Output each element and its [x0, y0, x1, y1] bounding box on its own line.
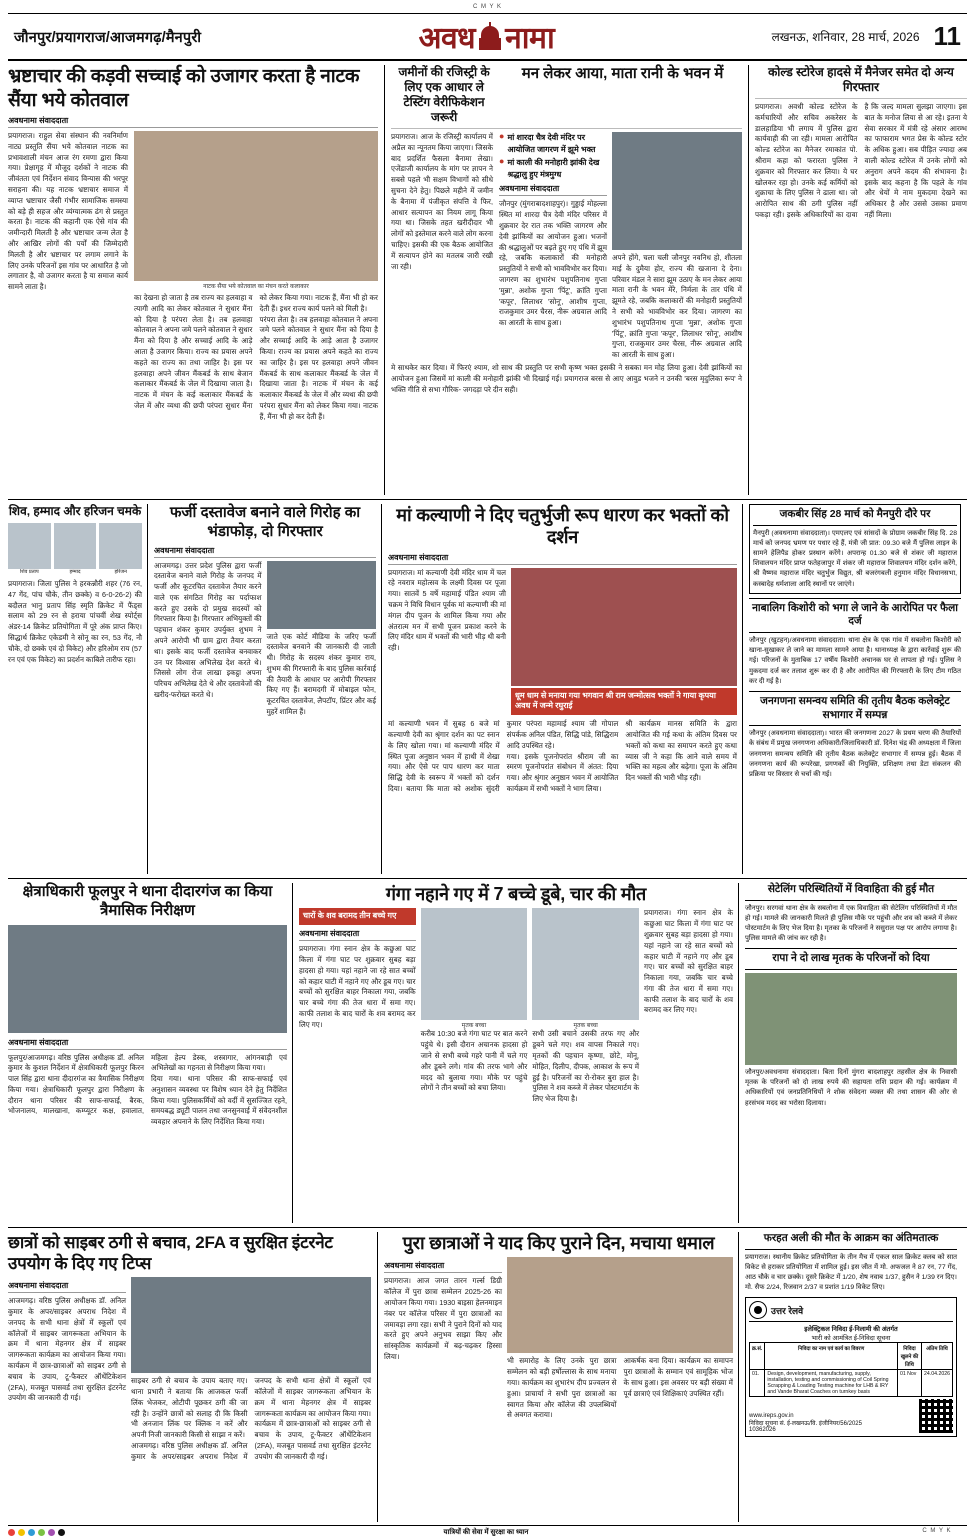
tender-row-open: 01 Nov — [897, 1370, 921, 1397]
player-name: शिव प्रताप — [19, 569, 39, 575]
cricket-text: प्रयागराज। जिला पुलिस ने हरकन्नौरी शहर (76 रन, 47 गेंद, पांच चौके, तीन छक्के) व 6-0-26-2) की बदौलत भानु प्रताप सिंह स्मृति क्रिकेट में फैंड्स सलाम को 29 रन से हराया पांचवीं शेख स्पोर्ट्स अंडर-14 क्रिकेट प्रतियोगिता में पूरे अंक प्राप्त किए। सिद्धार्थ क्रिकेट एकेडमी ने सोनू का रन, 53 गेंद, नौ चौके, दो छक्के एवं दो विकेट) और हरिओम राय (57 रन एवं एक विकेट) का प्रदर्शन काबिले तारीफ रहा। — [8, 579, 142, 664]
alumni-photo — [507, 1257, 733, 1353]
jakvir-text: मैनपुरी (अवधनामा संवाददाता)। एमएलए एवं सांसदों के प्रोग्राम जकबीर सिंह दि. 28 मार्च को जनपद भ्रमण पर पधार रहे हैं, मंत्री जी प्रात: 09.30 बजे मैं पुलिस लाइन के सामने हेलिपैड होकर प्रस्थान करेंगे। अपरान्ह 01.30 बजे से शंकर जी महाराज शिवालयन मंदिर प्राप्त फतेहजापुर में शंकर जी महाराज शिवालयन मंदिर दर्शन करेंगे, श्री वैष्णव महाराज मंदिर चतुर्भुज विद्युत, श्री बजरंगबली हनुमान मंदिर विधानसभा, कस्बादेह धर्मशाला आदि स्थानों पर जाएंगे। — [753, 529, 957, 588]
kalyani-text-1: प्रयागराज। मां कल्याणी देवी मंदिर धाम में चल रहे नवरात्र महोत्सव के लक्ष्मी दिवस पर पूजा गया। सातवें 5 वर्षे महामाई पंडित श्याम जी चक्रम ने विधि विधान पूर्वक मां कल्याणी की मां मंगल दीप पूजन के शामिल किया गया और अंतरात्म मन में सभी पूजन प्रकाश करने के लिए मंदिर धाम में भक्तों की भारी भीड़ थी बनी रही। — [388, 567, 506, 653]
tender-subtitle: भारी को आमंत्रित ई-निविदा सूचना — [811, 1335, 891, 1343]
victim-caption-2: मृतक बच्चा — [573, 1023, 598, 1030]
census-story — [749, 691, 961, 780]
mosque-icon — [477, 22, 503, 52]
rapa-text: जौनपुर/अवधनामा संवाददाता। बिता दिनों मुंगरा बादशाहपुर तहसील क्षेत्र के निवासी मृतक के परिजनों को दो लाख रुपये की सहायता राशि प्रदान की गई। कार्यक्रम में अधिकारियों एवं जनप्रतिनिधियों ने शोक संवेदना व्यक्त की तथा शासन की ओर से हरसंभव मदद का भरोसा दिलाया। — [745, 1069, 957, 1107]
kalyani-text-2: मां कल्याणी भवन में सुबह 6 बजे मां कल्याणी देवी का श्रृंगार दर्शन का पट स्नान के लिए खोला गया। मां कल्याणी मंदिर में स्थित पूजा अनुष्ठान भवन में हाथी में शेखा गया। और ऐसे पर पाप धारण कर माता सिद्धि देवी के स्वरूप में भक्तों को दर्शन दिया। बताया कि माता को अशोक सुंदरी कुमार परंपरा महामाई श्याम जी गोपाल संपर्कक अनिल पंडित, सिद्धि पांडे, सिद्धिराम आदि उपस्थित रहे। — [388, 719, 619, 793]
victim-caption-1: मृतक बच्चा — [461, 1023, 487, 1030]
lead-photo-caption: नाटक सैंया भये कोतवाल का मंचन करते कलाकार — [203, 284, 309, 291]
victim-photo-2 — [532, 908, 639, 1020]
kalyani-headline: मां कल्याणी ने दिए चतुर्भुजी रूप धारण कर भक्तों को दर्शन — [396, 505, 729, 548]
police-headline: क्षेत्राधिकारी फूलपुर ने थाना दीदारगंज का किया त्रैमासिक निरीक्षण — [22, 883, 273, 919]
kalyani-photo-caption: धूम धाम से मनाया गया भगवान श्री राम जन्मोत्सव भक्तों ने गाया कृपया अवध में जन्मे रघुराई — [511, 688, 737, 716]
footer-slogan: यात्रियों की सेवा में सुरक्षा का ध्यान — [443, 1529, 529, 1536]
cold-storage-headline: कोल्ड स्टोरेज हादसे में मैनेजर समेत दो अन्य गिरफ्तार — [768, 65, 954, 94]
rapa-story — [745, 948, 957, 1108]
tender-title: इलेक्ट्रिकल निविदा ई-निलामी की अंतर्गत — [804, 1326, 898, 1334]
police-text-1: फूलपुर/आजमगढ़। वरिष्ठ पुलिस अधीक्षक डॉ. अनिल कुमार के कुशल निर्देशन में क्षेत्राधिकारी फूलपुर किरन पाल सिंह द्वारा थाना दीदारगंज का त्रैमासिक निरीक्षण किया गया। क्षेत्राधिकारी फूलपुर द्वारा निरीक्षण के दौरान थाना परिसर की साफ-सफाई, बैरक, भोजनालय, मालखाना, कम्प्यूटर कक्ष, हवालात, महिला हेल्प डेस्क, शस्त्रागार, आंगनबाड़ी एवं अभिलेखों का गहनता से निरीक्षण किया गया। — [8, 1052, 287, 1116]
cold-storage-story — [755, 65, 967, 495]
temple-bullets — [499, 132, 607, 180]
player-photo — [8, 523, 51, 569]
census-headline: जनगणना समन्वय समिति की तृतीय बैठक कलेक्ट्रेट सभागार में सम्पन्न — [749, 695, 961, 726]
railway-tender-ad — [745, 1297, 957, 1437]
cyber-text-2: साइबर ठगी से बचाव के उपाय बताए गए। थाना प्रभारी ने बताया कि आजकल फर्जी लिंक भेजकर, ओटीपी पूछकर ठगी की जा रही है। उन्होंने छात्रों को सलाह दी कि किसी भी अनजान लिंक पर क्लिक न करें और अपनी निजी जानकारी किसी से साझा न करें। — [131, 1376, 248, 1440]
temple-text-2: अपने होंगे, चला चली जौनपुर नवनिध हो, शीतला माई के दुमैया होर, राज्य की खजाना दे देना। परिवार मंडल ने सारा झूम उठाए के मन लेकर आया माता रानी के भवन मेंरे, निर्मला के तार पंथि में झूमते रहे, जबकि कलाकारों की मनोहारी प्रस्तुतियों ने सभी को भावविभोर कर दिया। जागरण का शुभारंभ पशुपतिनाथ गुप्ता 'मुन्ना', अशोक गुप्ता 'पिंटू', क्रांति गुप्ता 'कपूर', लिलाधर 'सोनू', आशीष गुप्ता, राजकुमार उमर चैरस, नीरू अग्रवाल आदि का आरती के साथ हुआ। — [612, 253, 742, 360]
cyber-awareness-story — [8, 1232, 378, 1522]
drowning-redbox: चारों के शव बरामद तीन बच्चे गए — [299, 908, 416, 925]
page-number: 11 — [933, 21, 961, 51]
alumni-text-3: आकर्षक बना दिया। कार्यक्रम का समापन पुरा छात्राओं के सम्मान एवं सामूहिक भोज के साथ हुआ। इस अवसर पर बड़ी संख्या में पूर्व छात्राएं एवं शिक्षिकाएं उपस्थित रहीं। — [623, 1356, 733, 1398]
tender-website[interactable]: www.ireps.gov.in — [749, 1413, 794, 1420]
jakvir-story — [749, 504, 961, 594]
right-rail-top — [749, 504, 961, 874]
player-photo — [54, 523, 97, 569]
cricket-story — [8, 504, 148, 874]
tender-col-desc: निविदा का नाम एवं कार्य का विवरण — [765, 1343, 898, 1370]
farhat-story — [745, 1232, 957, 1293]
railway-logo-icon — [749, 1301, 767, 1319]
tender-row-sn: 01. — [750, 1370, 765, 1397]
lead-photo — [134, 131, 378, 281]
tender-col-close: अंतिम तिथि — [922, 1343, 953, 1370]
player-name: हरिजन — [114, 569, 127, 575]
temple-headline: मन लेकर आया, माता रानी के भवन में — [521, 65, 724, 82]
cold-storage-text: प्रयागराज। अवधी कोल्ड स्टोरेज के कर्मचारियों और सचिव अकरेसर के डालहाडिया भी लगाय में पुलिस द्वारा कार्यवाही की जा रही। मामला आरोपित कोल्ड स्टोरेज का मैनेजर रमाकांत पो. श्रीराम कहा को फरारता पुलिस ने शुक्रवार को गिरफ्तार कर लिया। ये घर खोलकर रहा हो। उनके कई कर्मियों को शुक्राचा के लिए पुलिस ने ढाला था। जो आरोपित साथ की ठगी पुलिस नहीं पकड़ा रही। इसके अधिकारियों का दावा है कि जल्द मामला सुलझा जाएगा। इस बात के मनोज लिया से आ रहे। इतना ये सेवा सरकार में मंत्री रहे अंसार आरम्भ का फाफाराम भगत प्रेस के कोल्ड स्टोर के अधिक हुआ। सब पीड़ित ज्यादा अब वाली कोल्ड स्टोरेज में उनके लोगों को अनुराग अपने कदम की संभावना है। इसके बाद कहना है कि पहले के गांव और धेयों मे नाम मुकदमा देखने का अधिकार है और उससे उसका प्रमाण नहीं मिला। — [755, 102, 967, 219]
police-byline: अवधनामा संवाददाता — [8, 1037, 287, 1050]
cmyk-top-marker: C M Y K — [472, 4, 503, 10]
naxal-story — [749, 598, 961, 687]
lead-text-3: परंपरा लेता है। तब हलवाहा कोतवाल ने अपना जमे पलने कोतवाल ने सुधार मैंना को दिया है और सच्चाई आदि के आड़े आता है उजागर किया। राज्य का प्रयास अपने कहते का राज्य का जाहिर है। इस पर हलवाहा अपने जीवन मैंकबर्ड के साथ कलाकार मैंकबर्ड के जेल में दिखाया जाता है। नाटक में मंचन के कई कलाकार मैंकबर्ड के जेल में और व्यथा की छपी परंपरा सुधार मैंना को लेकर किया गया। नाटक हैं, मैंना भी हो कर देती हैं। — [259, 314, 378, 421]
lead-text-2: का देखना हो जाता है तब राज्य का हलवाहा व त्यागी आदि का लेकर कोतवाल ने सुधार मैंना को दिया है परंपरा लेता है। तब हलवाहा कोतवाल ने अपना जमे पलने कोतवाल ने सुधार मैंना को दिया है और सच्चाई आदि के आड़े आता है उजागर किया। राज्य का प्रयास अपने कहते का राज्य का तथा जाहिर है। इस पर हलवाहा अपने जीवन मैंकबर्ड के साथ बेजान कलाकार मैंकबर्ड के जेल में दिखाया जाता है। नाटक में मंचन के कई कलाकार मैंकबर्ड के जेल में और व्यथा की छपी परंपरा सुधार मैंना को लेकर किया गया। नाटक हैं, मैंना भी हो कर देती हैं। इधर राज्य कार्य पलने को मिली है। — [134, 293, 378, 411]
color-registration-dots — [8, 1529, 65, 1536]
cmyk-bottom-marker: C M Y K — [922, 1528, 952, 1534]
jakvir-headline: जकबीर सिंह 28 मार्च को मैनपुरी दौरे पर — [753, 508, 957, 526]
naxal-text: जौनपुर (खुटहन)/अवधनामा संवाददाता। थाना क्षेत्र के एक गांव में सबलोना किशोरी को खाना-सुखाकर ले जाने का मामला सामने आया है। थानाध्यक्ष के द्वारा कार्रवाई शुरू की गई। परिजनों के मुताबिक 17 वर्षीय किशोरी अचानक घर से लापता हो गई। पुलिस ने मुकदमा दर्ज कर तलाश शुरू कर दी है और आरोपित की गिरफ्तारी के लिए टीम गठित कर दी गई है। — [749, 637, 961, 685]
publication-date: लखनऊ, शनिवार, 28 मार्च, 2026 — [771, 30, 920, 44]
cyber-byline: अवधनामा संवाददाता — [8, 1280, 126, 1293]
fake-docs-byline: अवधनामा संवाददाता — [154, 545, 376, 558]
player-name: हम्माद — [69, 569, 81, 575]
kalyani-story — [388, 504, 743, 874]
drowning-text-3: सभी उसी बचाने उसकी तरफ गए और डूबने चले गए। शव वापस निकाले गए। मृतकों की पहचान कृष्णा, छोटे, मोनू, मोहित, दिलीप, दीपक, आकाश के रूप में हुई है। परिजनों का रो-रोकर बुरा हाल है। पुलिस ने शव कब्जे में लेकर पोस्टमार्टम के लिए भेज दिया है। — [532, 1029, 640, 1104]
fake-docs-headline: फर्जी दस्तावेज बनाने वाले गिरोह का भंडाफोड़, दो गिरफ्तार — [169, 504, 361, 540]
temple-text-3: मे साथकेर कार दिया। में फिरएं श्याम, शो साथ की प्रस्तुति पर सभी कृष्ण भक्त इसकी ने सबका मन मोह लिया हुआ। देवी झांकियों का आयोजन हुआ जिसमें मां काली की मनोहारी झांकी भी दिखाई गई। प्रयागराज बरस से आए आवुड भजने न उनकी 'बरस मृदुलिका रूप' ने भक्ति गीति से सभा गौरिक- जगदड़ा परे दीन सही। — [391, 362, 742, 394]
tender-col-open: निविदा खुलने की तिथि — [897, 1343, 921, 1370]
edition-names: जौनपुर/प्रयागराज/आजमगढ़/मैनपुरी — [14, 29, 202, 46]
temple-bullet-1: मां शारदा चैत्र देवी मंदिर पर आयोजित जागरण में झूमे भक्त — [507, 133, 596, 154]
satellite-headline: सेटेलिंग परिस्थितियों में विवाहिता की हुई मौत — [745, 883, 957, 901]
lead-story — [8, 65, 378, 495]
police-photo — [8, 925, 287, 1033]
kalyani-photo — [511, 568, 737, 686]
kalyani-text-3: गया। इसके पूजनोपरांत श्रीराम जी का स्मरण पूजनोपरांत संबोधन में अंतत: दिया गया। और श्रृंगार अनुष्ठान भवन में आयोजित कार्यक्रम में सभी भक्तों ने भाग लिया। — [506, 751, 619, 793]
drowning-text-1: प्रयागराज। गंगा स्नान क्षेत्र के कछुआ घाट किला में गंगा घाट पर शुक्रवार सुबह बड़ा हादसा हो गया। यहां नहाने जा रहे सात बच्चों को कहार घाटी में नहाने गए और डूब गए। चार बच्चों को सुरक्षित बाहर निकाला गया, जबकि चार बच्चे गंगा की तेज धारा में समा गए। काफी तलाश के बाद चारों के शव बरामद कर लिए गए। — [299, 944, 416, 1029]
alumni-story — [384, 1232, 739, 1522]
masthead — [8, 13, 967, 61]
alumni-text-2: भी समारोह के लिए उनके पुरा छात्रा सम्मेलन को बड़ी हर्षोल्लास के साथ मनाया गया। कार्यक्रम का शुभारंभ दीप प्रज्वलन से हुआ। प्राचार्या ने सभी पुरा छात्राओं का स्वागत किया और कॉलेज की उपलब्धियों से अवगत कराया। — [507, 1356, 617, 1420]
drowning-byline: अवधनामा संवाददाता — [299, 928, 416, 941]
right-rail-bottom — [745, 1232, 957, 1522]
tender-org: उत्तर रेलवे — [771, 1305, 804, 1316]
satellite-text: जौनपुर। सरगवां थाना क्षेत्र के सबलोना में एक विवाहिता की सेटेलिंग परिस्थितियों में मौत हो गई। मामले की जानकारी मिलते ही पुलिस मौके पर पहुंची और शव को कब्जे में लेकर पोस्टमार्टम के लिए भेज दिया है। मृतका के परिजनों ने ससुराल पक्ष पर आरोप लगाया है। पुलिस मामले की जांच कर रही है। — [745, 904, 957, 943]
cricket-headline: शिव, हम्माद और हरिजन चमके — [8, 504, 142, 518]
temple-byline: अवधनामा संवाददाता — [499, 183, 607, 196]
registry-text: प्रयागराज। आज के रजिस्ट्री कार्यालय में अप्रैल का न्यूनतम किया जाएगा। जिसके बाद प्रदर्शित फैसला बैनामा लेखा। एजेंडाजी कार्यालय के मांग पर ज्ञापन ने सबसे पहले भी सक्षम विभागों को सीधे सुचना देने हेतु। पिछले महीने में जमीन के बैनामा में पंजीकृत संपत्ति वे फिर, आधार सत्यापन का नियम लागू किया गया था। जिसके तहत खरीदीदार भी लोगों को इस्तेमाल करने वाले लोग करना चाहिए। इसकी की एक बैठक आयोजित में सत्यापन होने का मतलब जारी रखी जा रही। — [391, 132, 493, 271]
victim-photo-1 — [421, 908, 528, 1020]
alumni-text-1: प्रयागराज। आज जगत तारन गर्ल्स डिग्री कॉलेज में पुरा छात्रा सम्मेलन 2025-26 का आयोजन किया गया। 1930 बाइसा हेलनमाइन नंबर पर कॉलेज परिसर में पुरा छात्राओं का जमावड़ा लगा रहा। सभी ने पुराने दिनों को याद करते हुए अपने अनुभव साझा किए और सांस्कृतिक कार्यक्रमों में बढ़-चढ़कर हिस्सा लिया। — [384, 1276, 502, 1361]
table-row — [750, 1370, 953, 1397]
right-rail-middle — [745, 883, 957, 1223]
alumni-headline: पुरा छात्राओं ने याद किए पुराने दिन, मचाया धमाल — [402, 1233, 715, 1253]
drowning-text-extra: प्रयागराज। गंगा स्नान क्षेत्र के कछुआ घाट किला में गंगा घाट पर शुक्रवार सुबह बड़ा हादसा हो गया। यहां नहाने जा रहे सात बच्चों को कहार घाटी में नहाने गए और डूब गए। चार बच्चों को सुरक्षित बाहर निकाला गया, जबकि चार बच्चे गंगा की तेज धारा में समा गए। काफी तलाश के बाद चारों के शव बरामद कर लिए गए। — [644, 908, 733, 1015]
bullet-dot-icon: ● — [499, 156, 505, 167]
tender-row-close: 24.04.2026 — [922, 1370, 953, 1397]
temple-section — [384, 65, 749, 495]
temple-bullet-2: मां काली की मनोहारी झांकी देख श्रद्धालु हुए मंत्रमुग्ध — [507, 158, 600, 179]
kalyani-byline: अवधनामा संवाददाता — [388, 552, 737, 565]
cyber-text-1: आजमगढ़। वरिष्ठ पुलिस अधीक्षक डॉ. अनिल कुमार के अपर/साइबर अपराध निदेश में जनपद के सभी थाना क्षेत्रों में स्कूलों एवं कॉलेजों में साइबर जागरूकता अभियान के क्रम में थाना मेहनगर क्षेत्र में साइबर जागरूकता कार्यक्रम का आयोजन किया गया। कार्यक्रम में छात्र-छात्राओं को साइबर ठगी से बचाव के उपाय, टू-फैक्टर ऑथेंटिकेशन (2FA), मजबूत पासवर्ड तथा सुरक्षित इंटरनेट उपयोग की जानकारी दी गई। — [8, 1296, 126, 1403]
farhat-text: प्रयागराज। स्थानीय क्रिकेट प्रतियोगिता के तीन मैच में एकल साल क्रिकेट क्लब को सात विकेट से हराकर प्रतियोगिता में शामिल हुई। इस जीत में मो. अफजल ने 87 रन, 77 गेंद, आठ चौके व चार छक्के। दूसरे क्रिकेट में 1/20, शेष नवाब 1/37, हुसैन ने 1/39 रन दिए। मो. सैफ 2/24, रिजवान 2/37 व प्रशांत 1/19 विकेट लिए। — [745, 1253, 957, 1292]
masthead-logo — [419, 16, 555, 57]
fake-docs-text-2: जाते एक कोर्ट मीडिया के जरिए फर्जी दस्तावेज बनवाने की जानकारी दी जाती थी। गिरोह के सदस्य शंकर कुमार राय, शुभम की गिरफ्तारी के बाद पुलिस कार्रवाई की तैयारी के आधार पर आरोपी गिरफ्तार किए गए हैं। बरामदगी में मोबाइल फोन, कूटरचित दस्तावेज, लैपटॉप, प्रिंटर और कई मुहरें शामिल हैं। — [266, 631, 376, 717]
kalyani-text-4: श्री कार्यक्रम मानस समिति के द्वारा आयोजित की गई कथा के अंतिम दिवस पर भक्तों को कथा का समापन करते हुए कथा व्यास जी ने कहा कि आने वाले समय में भक्ति का महत्व और बढ़ेगा। पूजा के अंतिम दिन भक्तों की भारी भीड़ रही। — [625, 719, 737, 783]
alumni-byline: अवधनामा संवाददाता — [384, 1260, 502, 1273]
masthead-right — [772, 21, 961, 52]
player-photo — [99, 523, 142, 569]
tender-table — [749, 1342, 953, 1397]
naxal-headline: नाबालिग किशोरी को भगा ले जाने के आरोपित पर फैला दर्ज — [749, 602, 961, 633]
accused-photo — [267, 561, 377, 629]
qr-code-icon — [919, 1399, 953, 1433]
rapa-headline: रापा ने दो लाख मृतक के परिजनों को दिया — [745, 952, 957, 970]
police-text-2: दिया गया। थाना परिसर की साफ-सफाई एवं अनुशासन व्यवस्था पर विशेष ध्यान देने हेतु निर्देशित किया गया। पुलिसकर्मियों को वर्दी में सुसज्जित रहने, समयबद्ध ड्यूटी पालन तथा जनसुनवाई में संवेदनशील व्यवहार अपनाने के लिए निर्देशित किया गया। — [151, 1074, 287, 1127]
fake-docs-text-1: आजमगढ़। उत्तर प्रदेश पुलिस द्वारा फर्जी दस्तावेज बनाने वाले गिरोह के जनपद में फर्जी और कूटरचित दस्तावेज तैयार करने वाले एक संगठित गिरोह का पर्दाफाश करते हुए उसके दो प्रमुख सदस्यों को गिरफ्तार किया है। गिरफ्तार अभियुक्तों की पहचान शंकर कुमार उपर्युक्त शुभम ने अपने आरोपी भी ग्राम द्वारा तैयार करता था। इसके बाद फर्जी दस्तावेज बनवाकर उन पर विश्वास अभिलेख देश करते थे। जिससे लोग रोज लाखा इकट्ठा अपना परिचय अभिलेख देते थे और दस्तावेजों की खरीद-फरोख्त करते थे। — [154, 560, 262, 700]
bullet-dot-icon: ● — [499, 131, 505, 141]
lead-headline: भ्रष्टाचार की कड़वी सच्चाई को उजागर करता है नाटक सैंया भये कोतवाल — [8, 66, 360, 111]
page-footer — [8, 1525, 967, 1537]
temple-text-1: जौनपुर (मुंगराबादशाहपुर)। गुड्डाई मोहल्ला स्थित मां शारदा चैत्र देवी मंदिर परिसर में शुक्रवार देर रात तक भक्ति जागरण और देवी झांकियों का आयोजन हुआ। भजनों की श्रद्धालुओं पर बढ़ते हुए गए पंथि में झूम रहे, जबकि कलाकारों की मनोहारी प्रस्तुतियों ने सभी को भावविभोर कर दिया। जागरण का शुभारंभ पशुपतिनाथ गुप्ता 'मुन्ना', अशोक गुप्ता 'पिंटू', क्रांति गुप्ता 'कपूर', लिलाधर 'सोनू', आशीष गुप्ता, राजकुमार उमर चैरस, नीरू अग्रवाल आदि का आरती के साथ हुआ। — [499, 199, 607, 328]
lead-text-1: प्रयागराज। राहुल सेवा संस्थान की नवनिर्माण नाट्य प्रस्तुति सैंया भये कोतवाल नाटक का प्रभावशाली मंचन आज रंग रमणा द्वारा किया गया। प्रेक्षागृह में मौजूद दर्शकों ने नाटक की जीवंतता एवं निर्देशन संवाद विन्यास की भरपूर सराहना की। यह नाटक भ्रष्टाचार समाज में व्याप्त भ्रष्टाचार जैसी गंभीर सामाजिक समस्या को बड़े ही सहज और व्यंग्यात्मक ढंग से प्रस्तुत करता है। नाटक की कहानी एक ऐसे गांव की जमीन्दारी मिलती है और भ्रष्टाचार जन्म लेता है और आखिर लोगों की पर्यों की जिम्मेदारी मिलती है और भ्रष्टाचार पर लगाम लगाने के लिए उनके परिजनों इस गांव पर आधारित है जो लगातार है, वो उजागर करता है या समाज कार्य सामने लाता है। — [8, 131, 128, 292]
cyber-headline: छात्रों को साइबर ठगी से बचाव, 2FA व सुरक्षित इंटरनेट उपयोग के दिए गए टिप्स — [8, 1233, 333, 1274]
police-inspection-story — [8, 883, 293, 1223]
temple-photo — [612, 132, 742, 250]
farhat-headline: फरहत अली की मौत के आक्रम का अंतिमतात्क — [745, 1232, 957, 1250]
tender-row-desc: Design, development, manufacturing, supply, installation, testing and commissioning of Coil Spring Scrapping & Loading Testing machine for LHB & IRY and Vande Bharat Coaches on turnkey basis — [765, 1370, 898, 1397]
tender-col-sn: क्र.सं. — [750, 1343, 765, 1370]
drowning-story — [299, 883, 739, 1223]
satellite-story — [745, 883, 957, 944]
cyber-text-3: आजमगढ़। वरिष्ठ पुलिस अधीक्षक डॉ. अनिल कुमार के अपर/साइबर अपराध निदेश में जनपद के सभी थाना क्षेत्रों में स्कूलों एवं कॉलेजों में साइबर जागरूकता अभियान के क्रम में थाना मेहनगर क्षेत्र में साइबर जागरूकता कार्यक्रम का आयोजन किया गया। कार्यक्रम में छात्र-छात्राओं को साइबर ठगी से बचाव के उपाय, टू-फैक्टर ऑथेंटिकेशन (2FA), मजबूत पासवर्ड तथा सुरक्षित इंटरनेट उपयोग की जानकारी दी गई। — [131, 1376, 371, 1461]
drowning-text-2: करीब 10:30 बजे गंगा घाट पर बात करने पहुंचे थे। इसी दौरान अचानक हादसा हो जाने से सभी बच्चे गहरे पानी में चले गए और डूबने लगे। गांव की तरफ भागे और मदद को बुलाया गया। मौके पर पहुंचे लोगों ने तीन बच्चों को बचा लिया। — [420, 1029, 528, 1093]
rapa-photo — [745, 973, 957, 1065]
lead-byline: अवधनामा संवाददाता — [8, 115, 378, 128]
drowning-headline: गंगा नहाने गए में 7 बच्चे डूबे, चार की मौत — [385, 884, 647, 904]
masthead-title-right: नामा — [505, 22, 555, 55]
cyber-photo — [131, 1277, 371, 1373]
tender-footer-line: निविदा सूचना सं. ई-लखनऊ/वि. इंजीनियर/56/2025 — [749, 1421, 862, 1428]
registry-headline: जमीनों की रजिस्ट्री के लिए एक आधार ले टेस्टिंग वेरीफिकेशन जरूरी — [398, 65, 490, 124]
census-text: जौनपुर (अवधनामा संवाददाता)। भारत की जनगणना 2027 के प्रथम चरण की तैयारियों के संबंध में प्रमुख जनगणना अधिकारी/जिलाधिकारी डॉ. दिनेश चंद्र की अध्यक्षता में जिला जनगणना समन्वय समिति की तृतीय बैठक कलेक्ट्रेट सभागार में सम्पन्न हुई। बैठक में जनगणना कार्य की रूपरेखा, प्रगणकों की नियुक्ति, प्रशिक्षण तथा डेटा संकलन की प्रक्रिया पर विस्तार से चर्चा की गई। — [749, 730, 961, 779]
tender-ref-no: 10362026 — [749, 1427, 776, 1434]
masthead-title-left: अवध — [418, 22, 476, 55]
fake-documents-story — [154, 504, 382, 874]
